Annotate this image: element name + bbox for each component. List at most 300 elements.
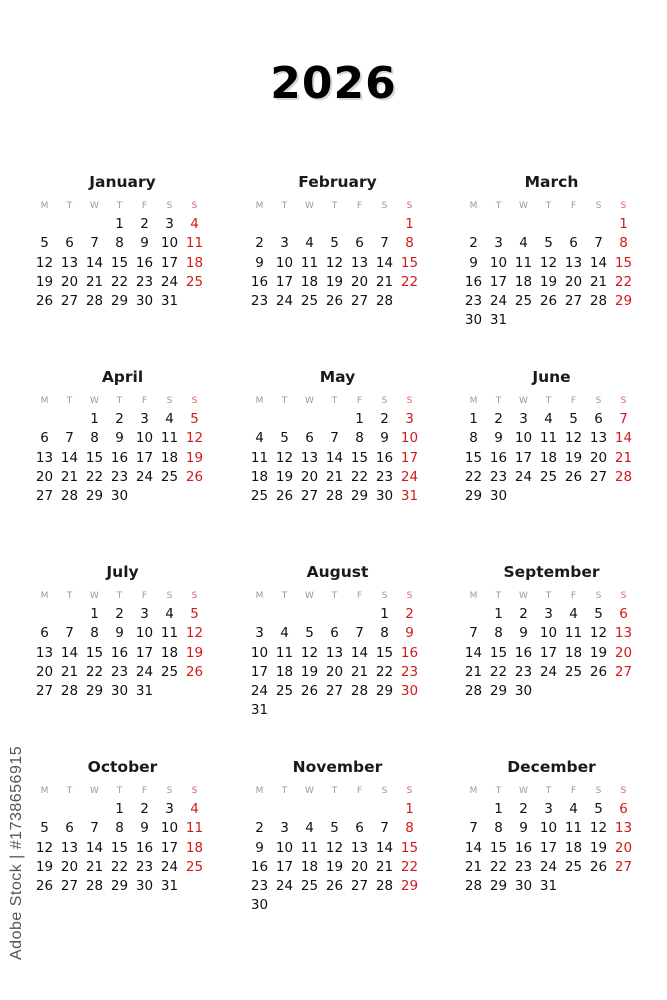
day-cell: 16 [110, 644, 129, 661]
day-cell: 10 [400, 430, 419, 447]
day-cell: 24 [275, 293, 294, 310]
day-cell: 5 [40, 820, 49, 837]
day-cell: 28 [60, 488, 79, 505]
day-cell: 21 [85, 273, 104, 290]
day-cell: 12 [275, 449, 294, 466]
day-cell: 22 [614, 273, 633, 290]
weekday-header: W [305, 591, 314, 601]
weekday-header: T [116, 396, 123, 406]
day-cell: 29 [464, 488, 483, 505]
day-cell: 6 [569, 235, 578, 252]
day-cell: 27 [60, 878, 79, 895]
weekday-header: W [519, 201, 528, 211]
day-cell: 16 [489, 449, 508, 466]
day-cell: 12 [539, 254, 558, 271]
empty-day-cell [272, 410, 297, 429]
day-cell: 22 [375, 663, 394, 680]
day-cell: 23 [489, 468, 508, 485]
day-cell: 21 [589, 273, 608, 290]
day-cell: 20 [614, 644, 633, 661]
weekday-header: T [545, 786, 552, 796]
day-cell: 27 [614, 858, 633, 875]
day-cell: 12 [185, 430, 204, 447]
day-cell: 7 [330, 430, 339, 447]
day-cell: 1 [380, 606, 389, 622]
day-cell: 20 [589, 449, 608, 466]
day-cell: 15 [85, 644, 104, 661]
day-cell: 7 [380, 235, 389, 252]
day-cell: 31 [160, 293, 179, 310]
day-cell: 26 [300, 683, 319, 700]
day-cell: 15 [614, 254, 633, 271]
weekday-header: S [166, 201, 173, 211]
day-cell: 25 [514, 293, 533, 310]
day-cell: 12 [589, 625, 608, 642]
day-cell: 31 [135, 683, 154, 700]
day-cell: 12 [589, 820, 608, 837]
empty-day-cell [272, 605, 297, 624]
day-cell: 30 [400, 683, 419, 700]
weekday-header: W [519, 591, 528, 601]
day-cell: 30 [110, 488, 129, 505]
day-cell: 11 [250, 449, 269, 466]
day-cell: 23 [110, 663, 129, 680]
day-cell: 10 [539, 820, 558, 837]
year-title: 2026 [270, 58, 397, 109]
day-cell: 7 [90, 820, 99, 837]
day-cell: 14 [614, 430, 633, 447]
month-name: April [101, 368, 144, 386]
day-cell: 22 [489, 858, 508, 875]
day-cell: 30 [489, 488, 508, 505]
weekday-header: S [166, 591, 173, 601]
day-cell: 12 [35, 839, 54, 856]
day-cell: 9 [255, 254, 264, 271]
weekday-header: W [305, 201, 314, 211]
day-cell: 6 [330, 625, 339, 642]
day-cell: 16 [514, 644, 533, 661]
weekday-header: S [166, 396, 173, 406]
weekday-header: S [406, 591, 413, 601]
day-cell: 14 [60, 449, 79, 466]
day-cell: 13 [350, 839, 369, 856]
weekday-header: W [305, 786, 314, 796]
empty-day-cell [347, 215, 372, 234]
weekday-header: T [281, 201, 288, 211]
day-cell: 14 [464, 644, 483, 661]
weekday-header: F [356, 201, 363, 211]
day-cell: 11 [300, 839, 319, 856]
day-cell: 21 [60, 468, 79, 485]
weekday-header: M [40, 591, 49, 601]
day-cell: 24 [250, 683, 269, 700]
day-cell: 3 [544, 801, 553, 817]
weekday-header: T [545, 396, 552, 406]
day-cell: 3 [519, 411, 528, 427]
weekday-header: F [356, 786, 363, 796]
weekday-header: F [570, 201, 577, 211]
day-cell: 19 [325, 273, 344, 290]
day-cell: 17 [400, 449, 419, 466]
day-cell: 22 [110, 858, 129, 875]
day-cell: 29 [85, 683, 104, 700]
weekday-header: S [191, 786, 198, 796]
day-cell: 21 [375, 273, 394, 290]
day-cell: 2 [115, 606, 124, 622]
days-grid [247, 587, 422, 721]
day-cell: 15 [400, 839, 419, 856]
day-cell: 21 [464, 663, 483, 680]
day-cell: 11 [300, 254, 319, 271]
day-cell: 26 [185, 663, 204, 680]
day-cell: 10 [135, 430, 154, 447]
day-cell: 16 [514, 839, 533, 856]
empty-day-cell [511, 215, 536, 234]
month-october [32, 756, 207, 896]
day-cell: 17 [135, 449, 154, 466]
day-cell: 26 [325, 293, 344, 310]
day-cell: 3 [140, 606, 149, 622]
day-cell: 9 [519, 820, 528, 837]
day-cell: 28 [375, 293, 394, 310]
day-cell: 5 [190, 411, 199, 427]
day-cell: 13 [614, 625, 633, 642]
day-cell: 29 [110, 293, 129, 310]
day-cell: 14 [375, 839, 394, 856]
day-cell: 9 [140, 820, 149, 837]
weekday-header: F [141, 396, 148, 406]
day-cell: 20 [614, 839, 633, 856]
day-cell: 31 [160, 878, 179, 895]
day-cell: 9 [519, 625, 528, 642]
empty-day-cell [32, 800, 57, 819]
day-cell: 16 [135, 839, 154, 856]
day-cell: 17 [539, 839, 558, 856]
day-cell: 11 [160, 625, 179, 642]
day-cell: 26 [35, 878, 54, 895]
weekday-header: T [331, 786, 338, 796]
month-september [461, 561, 636, 701]
day-cell: 3 [494, 235, 503, 252]
month-name: May [319, 368, 356, 386]
day-cell: 5 [40, 235, 49, 252]
weekday-header: W [90, 786, 99, 796]
weekday-header: S [406, 201, 413, 211]
weekday-header: T [331, 591, 338, 601]
month-name: December [507, 758, 596, 776]
day-cell: 7 [355, 625, 364, 642]
day-cell: 11 [185, 235, 204, 252]
empty-day-cell [347, 605, 372, 624]
day-cell: 13 [564, 254, 583, 271]
empty-day-cell [372, 800, 397, 819]
day-cell: 6 [305, 430, 314, 447]
day-cell: 5 [330, 820, 339, 837]
day-cell: 5 [594, 801, 603, 817]
day-cell: 24 [160, 273, 179, 290]
day-cell: 11 [564, 625, 583, 642]
day-cell: 7 [469, 625, 478, 642]
day-cell: 30 [135, 878, 154, 895]
empty-day-cell [322, 215, 347, 234]
day-cell: 19 [35, 858, 54, 875]
day-cell: 21 [60, 663, 79, 680]
weekday-header: F [141, 201, 148, 211]
day-cell: 4 [544, 411, 553, 427]
day-cell: 1 [355, 411, 364, 427]
day-cell: 5 [305, 625, 314, 642]
day-cell: 18 [185, 254, 204, 271]
month-name: February [298, 173, 377, 191]
day-cell: 11 [514, 254, 533, 271]
day-cell: 28 [375, 878, 394, 895]
empty-day-cell [272, 215, 297, 234]
day-cell: 6 [40, 430, 49, 447]
day-cell: 7 [380, 820, 389, 837]
day-cell: 28 [464, 683, 483, 700]
day-cell: 20 [350, 273, 369, 290]
day-cell: 4 [280, 625, 289, 642]
empty-day-cell [297, 410, 322, 429]
day-cell: 27 [325, 683, 344, 700]
day-cell: 11 [275, 644, 294, 661]
day-cell: 21 [614, 449, 633, 466]
day-cell: 22 [464, 468, 483, 485]
day-cell: 25 [539, 468, 558, 485]
day-cell: 22 [400, 858, 419, 875]
day-cell: 4 [569, 801, 578, 817]
day-cell: 27 [614, 663, 633, 680]
day-cell: 28 [85, 878, 104, 895]
empty-day-cell [297, 605, 322, 624]
day-cell: 16 [375, 449, 394, 466]
month-february [247, 171, 422, 311]
weekday-header: T [66, 396, 73, 406]
day-cell: 23 [110, 468, 129, 485]
day-cell: 2 [519, 801, 528, 817]
day-cell: 8 [90, 430, 99, 447]
weekday-header: W [519, 786, 528, 796]
day-cell: 6 [65, 820, 74, 837]
day-cell: 6 [619, 606, 628, 622]
day-cell: 24 [275, 878, 294, 895]
day-cell: 8 [405, 235, 414, 252]
day-cell: 21 [464, 858, 483, 875]
day-cell: 30 [250, 897, 269, 914]
day-cell: 25 [275, 683, 294, 700]
day-cell: 12 [564, 430, 583, 447]
weekday-header: S [191, 396, 198, 406]
empty-day-cell [536, 215, 561, 234]
weekday-header: F [356, 591, 363, 601]
day-cell: 6 [619, 801, 628, 817]
day-cell: 23 [400, 663, 419, 680]
day-cell: 29 [489, 683, 508, 700]
day-cell: 5 [544, 235, 553, 252]
day-cell: 2 [140, 801, 149, 817]
month-april [32, 366, 207, 506]
day-cell: 5 [330, 235, 339, 252]
day-cell: 27 [589, 468, 608, 485]
day-cell: 7 [90, 235, 99, 252]
day-cell: 26 [589, 663, 608, 680]
day-cell: 29 [489, 878, 508, 895]
day-cell: 1 [405, 801, 414, 817]
day-cell: 13 [60, 839, 79, 856]
day-cell: 23 [250, 878, 269, 895]
day-cell: 25 [300, 293, 319, 310]
weekday-header: W [90, 591, 99, 601]
day-cell: 8 [380, 625, 389, 642]
day-cell: 8 [90, 625, 99, 642]
day-cell: 28 [350, 683, 369, 700]
weekday-header: T [331, 201, 338, 211]
day-cell: 26 [325, 878, 344, 895]
day-cell: 5 [594, 606, 603, 622]
day-cell: 10 [250, 644, 269, 661]
day-cell: 23 [464, 293, 483, 310]
day-cell: 6 [355, 820, 364, 837]
month-january [32, 171, 207, 311]
day-cell: 23 [375, 468, 394, 485]
day-cell: 8 [494, 625, 503, 642]
weekday-header: M [469, 786, 478, 796]
day-cell: 30 [110, 683, 129, 700]
day-cell: 1 [494, 801, 503, 817]
empty-day-cell [32, 410, 57, 429]
day-cell: 27 [300, 488, 319, 505]
weekday-header: F [570, 396, 577, 406]
day-cell: 16 [400, 644, 419, 661]
weekday-header: S [191, 591, 198, 601]
day-cell: 11 [185, 820, 204, 837]
day-cell: 19 [185, 644, 204, 661]
weekday-header: S [381, 201, 388, 211]
day-cell: 20 [60, 858, 79, 875]
day-cell: 25 [160, 468, 179, 485]
day-cell: 25 [185, 273, 204, 290]
day-cell: 29 [85, 488, 104, 505]
month-name: August [306, 563, 369, 581]
day-cell: 21 [325, 468, 344, 485]
day-cell: 9 [405, 625, 414, 642]
day-cell: 19 [35, 273, 54, 290]
day-cell: 15 [350, 449, 369, 466]
days-grid [461, 782, 636, 896]
weekday-header: F [141, 786, 148, 796]
day-cell: 7 [469, 820, 478, 837]
day-cell: 16 [135, 254, 154, 271]
day-cell: 18 [514, 273, 533, 290]
day-cell: 11 [564, 820, 583, 837]
empty-day-cell [297, 215, 322, 234]
day-cell: 16 [464, 273, 483, 290]
weekday-header: M [255, 591, 264, 601]
day-cell: 12 [325, 839, 344, 856]
days-grid [461, 197, 636, 331]
day-cell: 25 [564, 858, 583, 875]
weekday-header: S [381, 591, 388, 601]
day-cell: 2 [469, 235, 478, 252]
day-cell: 29 [375, 683, 394, 700]
day-cell: 2 [405, 606, 414, 622]
weekday-header: W [305, 396, 314, 406]
day-cell: 12 [325, 254, 344, 271]
day-cell: 4 [519, 235, 528, 252]
weekday-header: M [469, 396, 478, 406]
days-grid [32, 197, 207, 311]
day-cell: 31 [489, 312, 508, 329]
day-cell: 26 [564, 468, 583, 485]
weekday-header: M [40, 396, 49, 406]
weekday-header: T [545, 591, 552, 601]
day-cell: 23 [250, 293, 269, 310]
day-cell: 26 [539, 293, 558, 310]
day-cell: 9 [380, 430, 389, 447]
day-cell: 9 [115, 430, 124, 447]
day-cell: 13 [350, 254, 369, 271]
day-cell: 29 [400, 878, 419, 895]
day-cell: 8 [115, 235, 124, 252]
day-cell: 18 [160, 644, 179, 661]
day-cell: 14 [60, 644, 79, 661]
day-cell: 23 [135, 858, 154, 875]
weekday-header: T [495, 201, 502, 211]
day-cell: 28 [614, 468, 633, 485]
day-cell: 25 [160, 663, 179, 680]
day-cell: 19 [564, 449, 583, 466]
day-cell: 29 [110, 878, 129, 895]
day-cell: 22 [489, 663, 508, 680]
empty-day-cell [272, 800, 297, 819]
weekday-header: T [495, 786, 502, 796]
day-cell: 21 [375, 858, 394, 875]
weekday-header: F [570, 786, 577, 796]
empty-day-cell [57, 800, 82, 819]
day-cell: 11 [539, 430, 558, 447]
day-cell: 1 [469, 411, 478, 427]
day-cell: 25 [250, 488, 269, 505]
weekday-header: W [90, 201, 99, 211]
day-cell: 7 [594, 235, 603, 252]
day-cell: 24 [539, 858, 558, 875]
month-name: March [524, 173, 579, 191]
day-cell: 4 [190, 801, 199, 817]
month-june [461, 366, 636, 506]
weekday-header: W [90, 396, 99, 406]
day-cell: 20 [35, 468, 54, 485]
day-cell: 13 [589, 430, 608, 447]
day-cell: 27 [60, 293, 79, 310]
day-cell: 30 [514, 878, 533, 895]
day-cell: 15 [489, 644, 508, 661]
day-cell: 24 [135, 468, 154, 485]
day-cell: 25 [185, 858, 204, 875]
weekday-header: S [191, 201, 198, 211]
day-cell: 8 [494, 820, 503, 837]
day-cell: 3 [165, 216, 174, 232]
day-cell: 1 [405, 216, 414, 232]
day-cell: 30 [135, 293, 154, 310]
day-cell: 3 [405, 411, 414, 427]
days-grid [247, 197, 422, 311]
day-cell: 7 [619, 411, 628, 427]
month-name: October [87, 758, 158, 776]
day-cell: 4 [165, 411, 174, 427]
day-cell: 18 [300, 858, 319, 875]
empty-day-cell [57, 215, 82, 234]
empty-day-cell [32, 215, 57, 234]
